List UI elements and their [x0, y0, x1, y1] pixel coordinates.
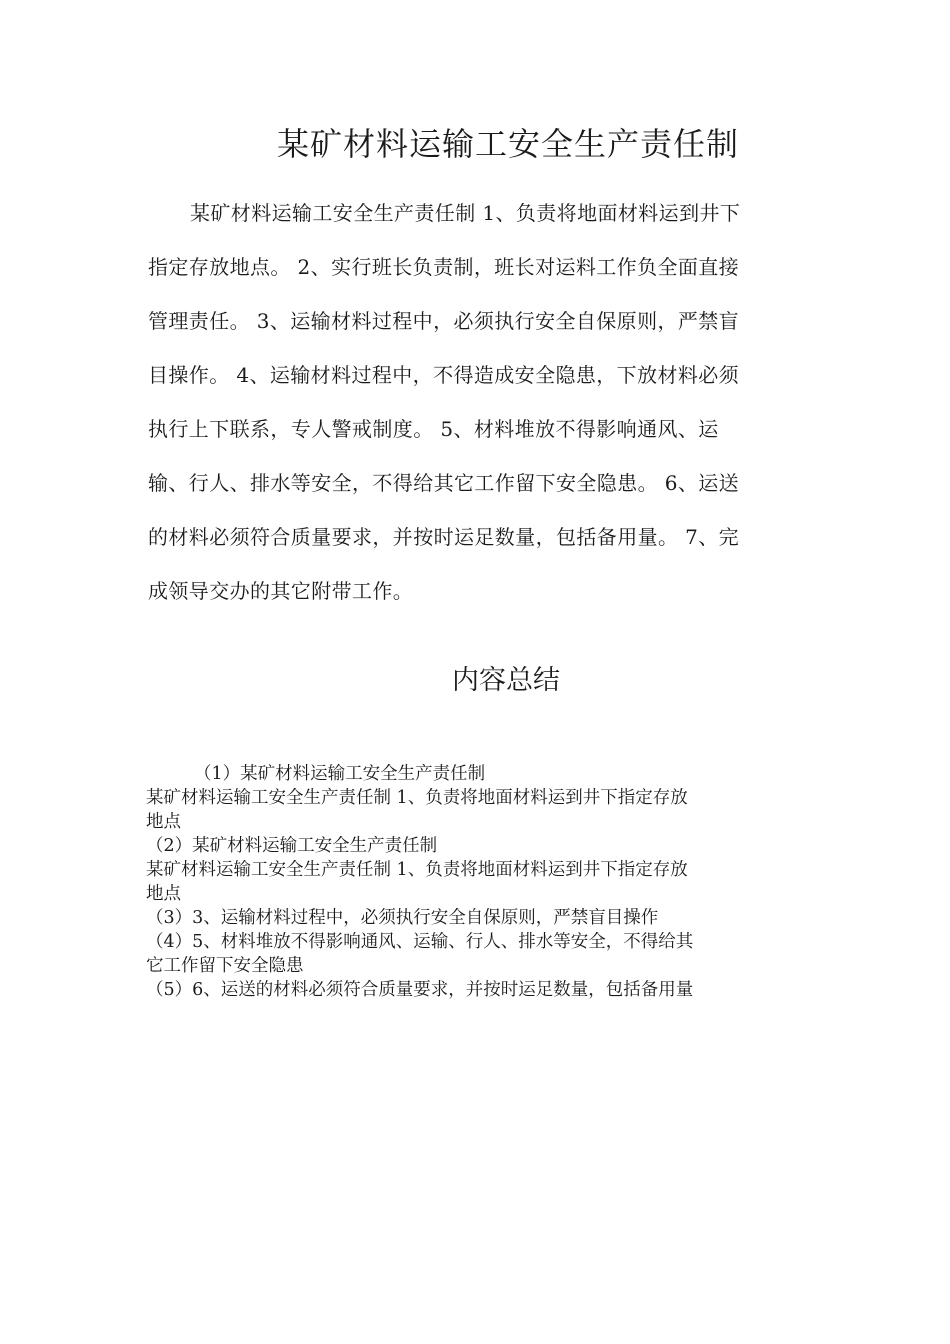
- body-line: 目操作。 4、运输材料过程中，不得造成安全隐患，下放材料必须: [148, 363, 740, 387]
- summary-line: （5）6、运送的材料必须符合质量要求，并按时运足数量，包括备用量: [146, 980, 694, 1000]
- document-body: [148, 186, 796, 618]
- summary-line: （2）某矿材料运输工安全生产责任制: [146, 836, 438, 856]
- body-line: 成领导交办的其它附带工作。: [148, 579, 414, 603]
- body-line: 某矿材料运输工安全生产责任制 1、负责将地面材料运到井下: [190, 201, 741, 225]
- body-line: 指定存放地点。 2、实行班长负责制，班长对运料工作负全面直接: [148, 255, 740, 279]
- summary-line: （4）5、材料堆放不得影响通风、运输、行人、排水等安全，不得给其: [146, 932, 694, 952]
- summary-line: 地点: [146, 884, 181, 904]
- summary-line: （1）某矿材料运输工安全生产责任制: [194, 764, 486, 784]
- body-line: 管理责任。 3、运输材料过程中，必须执行安全自保原则，严禁盲: [148, 309, 740, 333]
- body-line: 执行上下联系，专人警戒制度。 5、材料堆放不得影响通风、运: [148, 417, 719, 441]
- summary-list: [146, 762, 796, 1002]
- body-line: 的材料必须符合质量要求，并按时运足数量，包括备用量。 7、完: [148, 525, 740, 549]
- body-line: 输、行人、排水等安全，不得给其它工作留下安全隐患。 6、运送: [148, 471, 740, 495]
- summary-line: 某矿材料运输工安全生产责任制 1、负责将地面材料运到井下指定存放: [146, 860, 688, 880]
- summary-line: （3）3、运输材料过程中，必须执行安全自保原则，严禁盲目操作: [146, 908, 659, 928]
- summary-heading: 内容总结: [452, 665, 560, 696]
- summary-line: 某矿材料运输工安全生产责任制 1、负责将地面材料运到井下指定存放: [146, 788, 688, 808]
- summary-line: 它工作留下安全隐患: [146, 956, 304, 976]
- summary-line: 地点: [146, 812, 181, 832]
- document-title: 某矿材料运输工安全生产责任制: [276, 125, 739, 163]
